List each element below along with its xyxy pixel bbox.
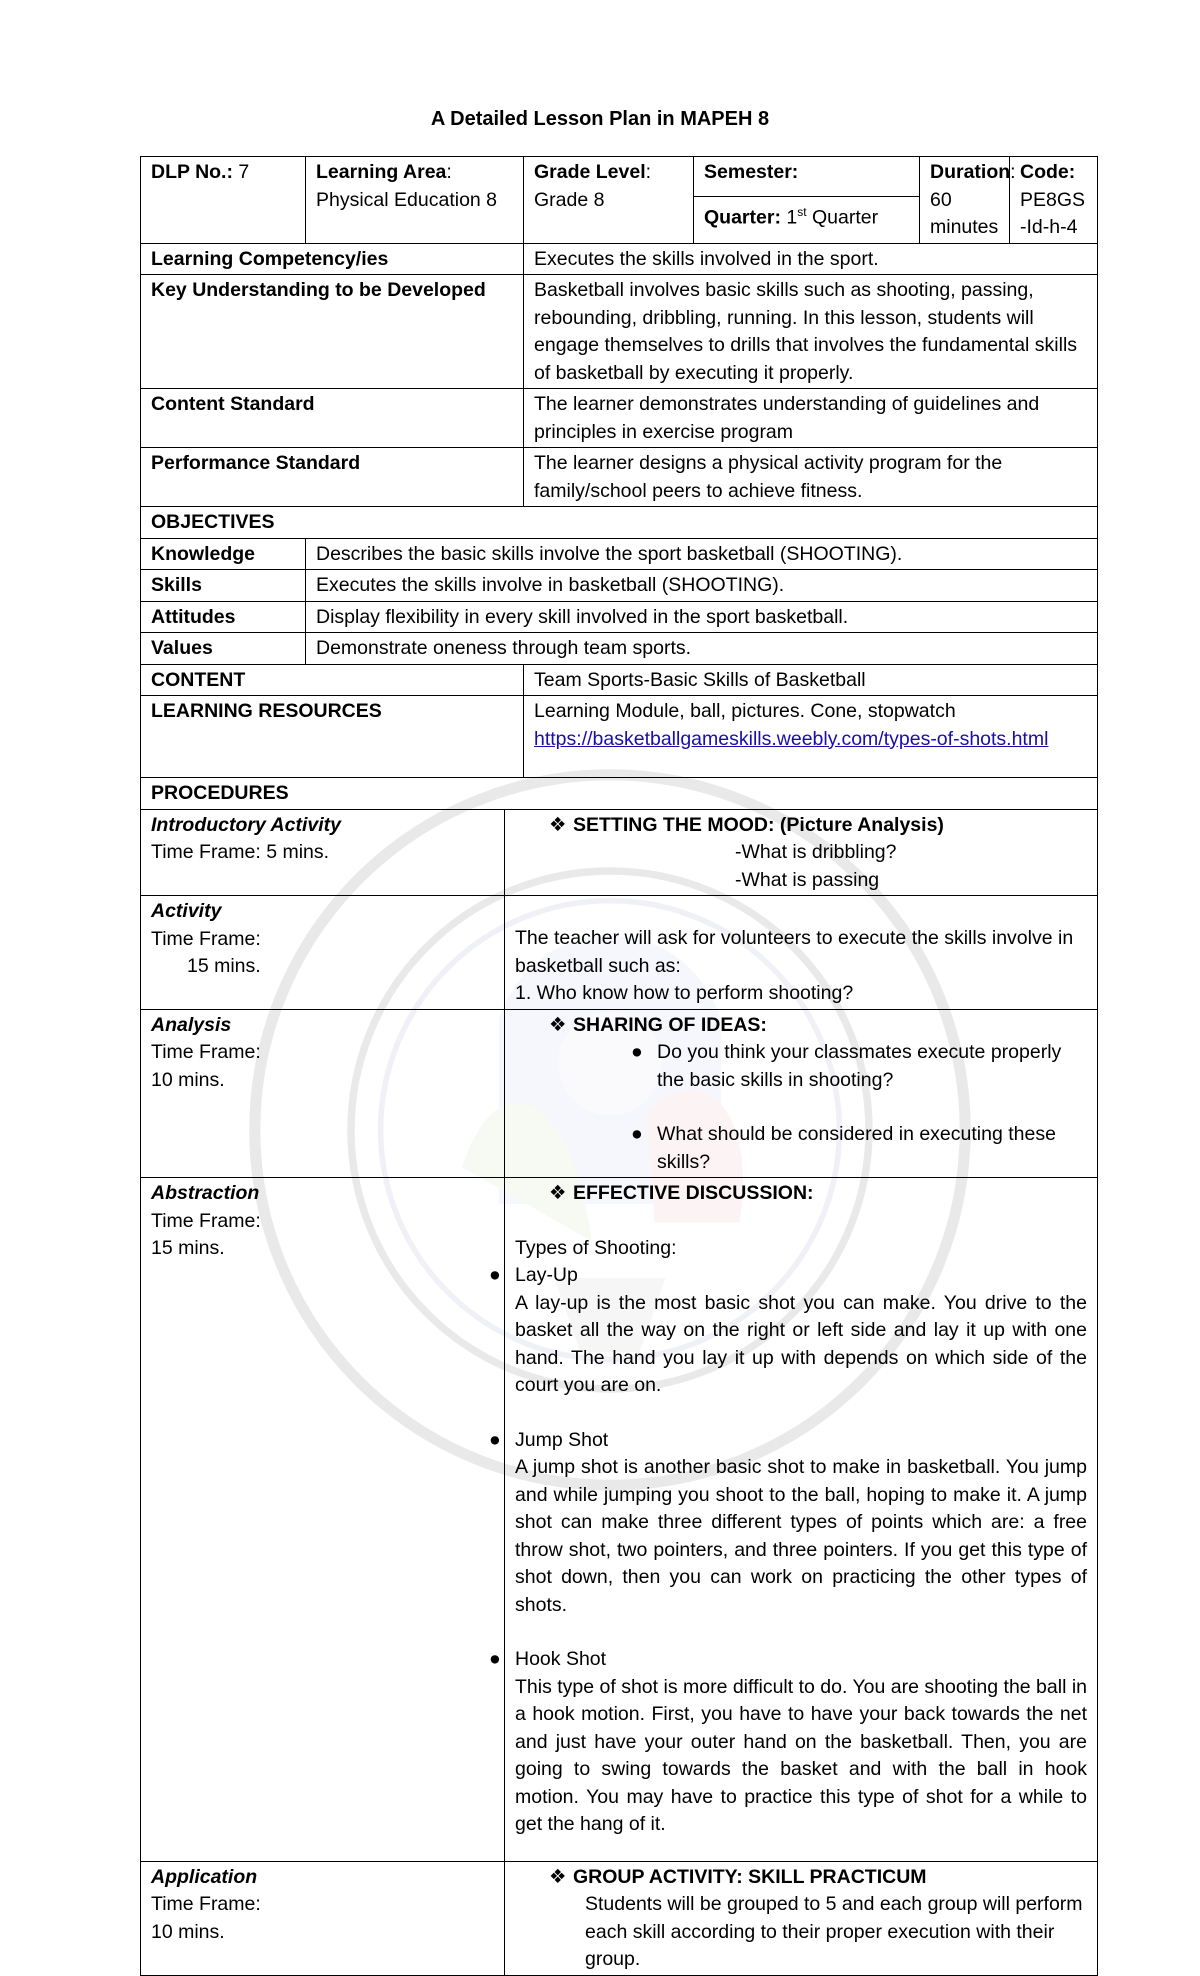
bullet-icon: ● [489,1648,501,1670]
competency-row [141,243,1098,275]
application-time-label: Time Frame: [151,1893,261,1915]
grade-level-value: Grade 8 [534,188,605,211]
content-standard-label: Content Standard [141,389,524,448]
introductory-left [141,809,505,896]
content-row [141,664,1098,696]
diamond-bullet-icon: ❖ [549,813,567,836]
application-time-value: 10 mins. [151,1920,225,1943]
list-item [489,1646,1087,1839]
resources-value [524,696,1098,778]
shot-title: Lay-Up [515,1264,578,1286]
grade-level-cell: Grade Level: Grade 8 [524,157,694,244]
bullet-icon: ● [631,1041,643,1063]
code-cell [1010,157,1098,244]
activity-title: Activity [151,900,222,922]
content-value: Team Sports-Basic Skills of Basketball [524,664,1098,696]
semester-cell: Semester: [694,157,920,197]
analysis-row [141,1009,1098,1178]
analysis-title: Analysis [151,1013,232,1036]
content-label: CONTENT [141,664,524,696]
key-understanding-value: Basketball involves basic skills such as shooting, passing, rebounding, dribbling, running. In this lesson, students will engage themselves to drills that involves the fundamental skills of basketball by executing it properly. [524,275,1098,389]
learning-area-value: : Physical Education 8 [316,161,498,211]
abstraction-right [489,1178,1098,1862]
activity-row [141,896,1098,1010]
quarter-number: 1 [786,206,798,229]
performance-standard-row [141,448,1098,507]
code-value: PE8GS -Id-h-4 [1020,188,1086,238]
diamond-bullet-icon: ❖ [549,1013,567,1036]
dlp-value: 7 [238,161,250,183]
diamond-bullet-icon: ❖ [549,1865,567,1888]
objective-label: Knowledge [141,538,306,570]
dlp-label: DLP No.: [151,161,233,183]
dlp-cell [141,157,306,244]
abstraction-time-label: Time Frame: [151,1209,261,1232]
shot-text: A lay-up is the most basic shot you can make. You drive to the basket all the way on the right or left side and lay it up with one hand. The hand you lay it up with depends on which side of the court you are on. [515,1291,1087,1396]
objective-value: Describes the basic skills involve the sport basketball (SHOOTING). [306,538,1098,570]
bullet-icon: ● [489,1428,501,1451]
shot-title: Hook Shot [515,1648,607,1670]
code-label: Code: [1020,161,1076,183]
introductory-row [141,809,1098,896]
learning-area-label: Learning Area [316,161,447,183]
application-left [141,1861,505,1975]
objective-row [141,601,1098,633]
objectives-heading: OBJECTIVES [141,507,1098,539]
resources-label: LEARNING RESOURCES [141,696,524,778]
grade-level-label: Grade Level [534,161,646,183]
document-title: A Detailed Lesson Plan in MAPEH 8 [430,108,770,130]
shots-list [489,1262,1087,1839]
analysis-heading: ❖ SHARING OF IDEAS: [549,1012,1087,1040]
application-title: Application [151,1865,258,1888]
list-item: ● What should be considered in executing these skills? [631,1123,1056,1173]
types-of-shooting: Types of Shooting: [515,1236,677,1259]
introductory-question: -What is dribbling? [735,841,897,863]
header-row [141,157,1098,197]
objective-row [141,538,1098,570]
objective-value: Executes the skills involve in basketball (SHOOTING). [306,570,1098,602]
application-right [505,1861,1098,1975]
activity-time-label: Time Frame: [151,927,261,950]
application-heading: ❖ GROUP ACTIVITY: SKILL PRACTICUM [549,1864,1087,1892]
procedures-heading-row [141,778,1098,810]
activity-left [141,896,505,1010]
introductory-heading: ❖ SETTING THE MOOD: (Picture Analysis) [549,812,1087,840]
objective-label: Attitudes [141,601,306,633]
quarter-suffix: st [797,204,807,219]
activity-text: The teacher will ask for volunteers to execute the skills involve in basketball such as: [515,927,1074,977]
abstraction-title: Abstraction [151,1182,260,1204]
procedures-heading: PROCEDURES [141,778,1098,810]
performance-standard-value: The learner designs a physical activity program for the family/school peers to achieve fitness. [524,448,1098,507]
objective-label: Values [141,633,306,665]
resources-text: Learning Module, ball, pictures. Cone, stopwatch [534,700,956,722]
shot-text: This type of shot is more difficult to do. You are shooting the ball in a hook motion. First, you have to have your back towards the net and just have your outer hand on the basketball. Then, you are going to swing towards the basket and with the ball in hook motion. You may have to practice this type of shot for a while to get the hang of it. [515,1675,1087,1835]
quarter-label: Quarter: [704,206,781,229]
abstraction-heading: ❖ EFFECTIVE DISCUSSION: [549,1180,1087,1208]
list-item [489,1262,1087,1400]
analysis-time-value: 10 mins. [151,1068,225,1091]
competency-value: Executes the skills involved in the sport. [524,243,1098,275]
competency-label: Learning Competency/ies [141,243,524,275]
introductory-question: -What is passing [735,868,880,891]
shot-text: A jump shot is another basic shot to make in basketball. You jump and while jumping you shoot to the ball, hoping to make it. A jump shot can make three different types of points which are: a free throw shot, two pointers, and three pointers. If you get this type of shot down, then you can work on practicing the other types of shots. [515,1456,1087,1616]
key-understanding-label: Key Understanding to be Developed [141,275,524,389]
bullet-icon: ● [489,1264,501,1286]
objective-value: Demonstrate oneness through team sports. [306,633,1098,665]
duration-cell: Duration: 60 minutes [920,157,1010,244]
activity-question: 1. Who know how to perform shooting? [515,982,854,1004]
quarter-cell [694,196,920,243]
introductory-right [505,809,1098,896]
performance-standard-label: Performance Standard [141,448,524,507]
objective-row [141,570,1098,602]
objective-row [141,633,1098,665]
application-text: Students will be grouped to 5 and each group will perform each skill according to their proper execution with their group. [585,1893,1083,1970]
duration-value: 60 minutes [930,188,999,238]
analysis-left [141,1009,505,1178]
key-understanding-row [141,275,1098,389]
content-standard-row [141,389,1098,448]
list-item [489,1427,1087,1620]
diamond-bullet-icon: ❖ [549,1182,567,1204]
learning-area-cell [306,157,524,244]
objective-value: Display flexibility in every skill involved in the sport basketball. [306,601,1098,633]
duration-label: Duration [930,161,1011,183]
objectives-heading-row [141,507,1098,539]
abstraction-row [141,1178,1098,1862]
application-row [141,1861,1098,1975]
analysis-right [505,1009,1098,1178]
analysis-list [515,1039,1087,1176]
list-item: ● Do you think your classmates execute properly the basic skills in shooting? [631,1041,1062,1091]
analysis-time-label: Time Frame: [151,1041,261,1063]
abstraction-time-value: 15 mins. [151,1237,225,1259]
introductory-time: Time Frame: 5 mins. [151,841,330,863]
activity-time-value: 15 mins. [187,955,261,977]
shot-title: Jump Shot [515,1428,609,1451]
content-standard-value: The learner demonstrates understanding of guidelines and principles in exercise program [524,389,1098,448]
introductory-title: Introductory Activity [151,813,341,836]
resources-link[interactable]: https://basketballgameskills.weebly.com/types-of-shots.html [534,727,1049,750]
bullet-icon: ● [631,1123,643,1145]
lesson-plan-table [140,156,1098,1976]
activity-right [505,896,1098,1010]
abstraction-left [141,1178,505,1862]
resources-row [141,696,1098,778]
quarter-word: Quarter [811,206,879,229]
objective-label: Skills [141,570,306,602]
